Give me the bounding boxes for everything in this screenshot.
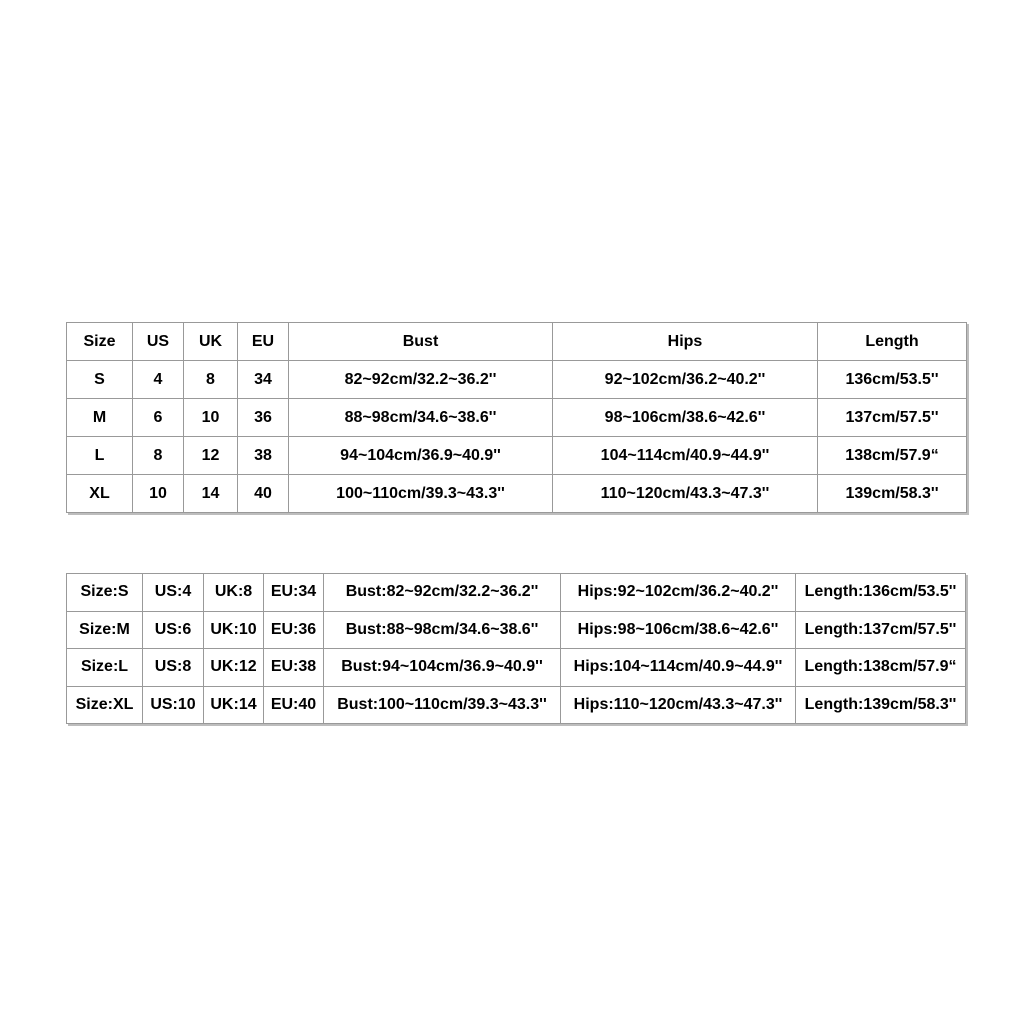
cell-bust: Bust:94~104cm/36.9~40.9'' [324,649,561,687]
cell-uk: 8 [184,361,238,399]
cell-bust: 88~98cm/34.6~38.6'' [289,399,553,437]
cell-size: S [67,361,133,399]
header-cell-bust: Bust [289,323,553,361]
cell-hips: Hips:110~120cm/43.3~47.3'' [561,686,796,724]
cell-eu: EU:36 [264,611,324,649]
cell-eu: EU:40 [264,686,324,724]
cell-us: US:10 [143,686,204,724]
table-row-size-s [67,574,966,612]
cell-size: XL [67,475,133,513]
header-cell-size: Size [67,323,133,361]
cell-us: 4 [133,361,184,399]
table-header-row [67,323,967,361]
cell-size: L [67,437,133,475]
cell-length: 139cm/58.3'' [818,475,967,513]
cell-eu: 40 [238,475,289,513]
cell-bust: 94~104cm/36.9~40.9'' [289,437,553,475]
cell-us: US:8 [143,649,204,687]
cell-eu: EU:34 [264,574,324,612]
header-cell-hips: Hips [553,323,818,361]
cell-bust: 82~92cm/32.2~36.2'' [289,361,553,399]
cell-us: 10 [133,475,184,513]
cell-hips: 110~120cm/43.3~47.3'' [553,475,818,513]
cell-eu: 34 [238,361,289,399]
table-row-size-l [67,437,967,475]
cell-uk: 10 [184,399,238,437]
cell-length: Length:138cm/57.9“ [796,649,966,687]
table-row-size-l [67,649,966,687]
cell-eu: 36 [238,399,289,437]
cell-uk: UK:10 [204,611,264,649]
cell-size: Size:L [67,649,143,687]
header-cell-eu: EU [238,323,289,361]
cell-length: Length:136cm/53.5'' [796,574,966,612]
table-row-size-xl [67,686,966,724]
cell-length: 136cm/53.5'' [818,361,967,399]
cell-bust: Bust:88~98cm/34.6~38.6'' [324,611,561,649]
table-row-size-m [67,399,967,437]
cell-uk: UK:12 [204,649,264,687]
cell-length: Length:137cm/57.5'' [796,611,966,649]
cell-hips: Hips:98~106cm/38.6~42.6'' [561,611,796,649]
cell-hips: Hips:92~102cm/36.2~40.2'' [561,574,796,612]
table-row-size-m [67,611,966,649]
cell-uk: UK:8 [204,574,264,612]
size-chart-table-inline-labels [66,573,966,724]
cell-size: Size:S [67,574,143,612]
cell-length: 137cm/57.5'' [818,399,967,437]
header-cell-us: US [133,323,184,361]
cell-size: Size:XL [67,686,143,724]
cell-us: US:6 [143,611,204,649]
cell-hips: Hips:104~114cm/40.9~44.9'' [561,649,796,687]
cell-bust: Bust:82~92cm/32.2~36.2'' [324,574,561,612]
header-cell-length: Length [818,323,967,361]
header-cell-uk: UK [184,323,238,361]
cell-uk: 12 [184,437,238,475]
cell-size: Size:M [67,611,143,649]
cell-hips: 92~102cm/36.2~40.2'' [553,361,818,399]
cell-eu: EU:38 [264,649,324,687]
cell-length: 138cm/57.9“ [818,437,967,475]
cell-uk: 14 [184,475,238,513]
cell-bust: 100~110cm/39.3~43.3'' [289,475,553,513]
cell-us: US:4 [143,574,204,612]
cell-us: 6 [133,399,184,437]
table-row-size-xl [67,475,967,513]
cell-hips: 98~106cm/38.6~42.6'' [553,399,818,437]
table-row-size-s [67,361,967,399]
size-chart-table-with-headers [66,322,967,513]
cell-length: Length:139cm/58.3'' [796,686,966,724]
cell-eu: 38 [238,437,289,475]
cell-hips: 104~114cm/40.9~44.9'' [553,437,818,475]
cell-bust: Bust:100~110cm/39.3~43.3'' [324,686,561,724]
cell-us: 8 [133,437,184,475]
cell-uk: UK:14 [204,686,264,724]
cell-size: M [67,399,133,437]
